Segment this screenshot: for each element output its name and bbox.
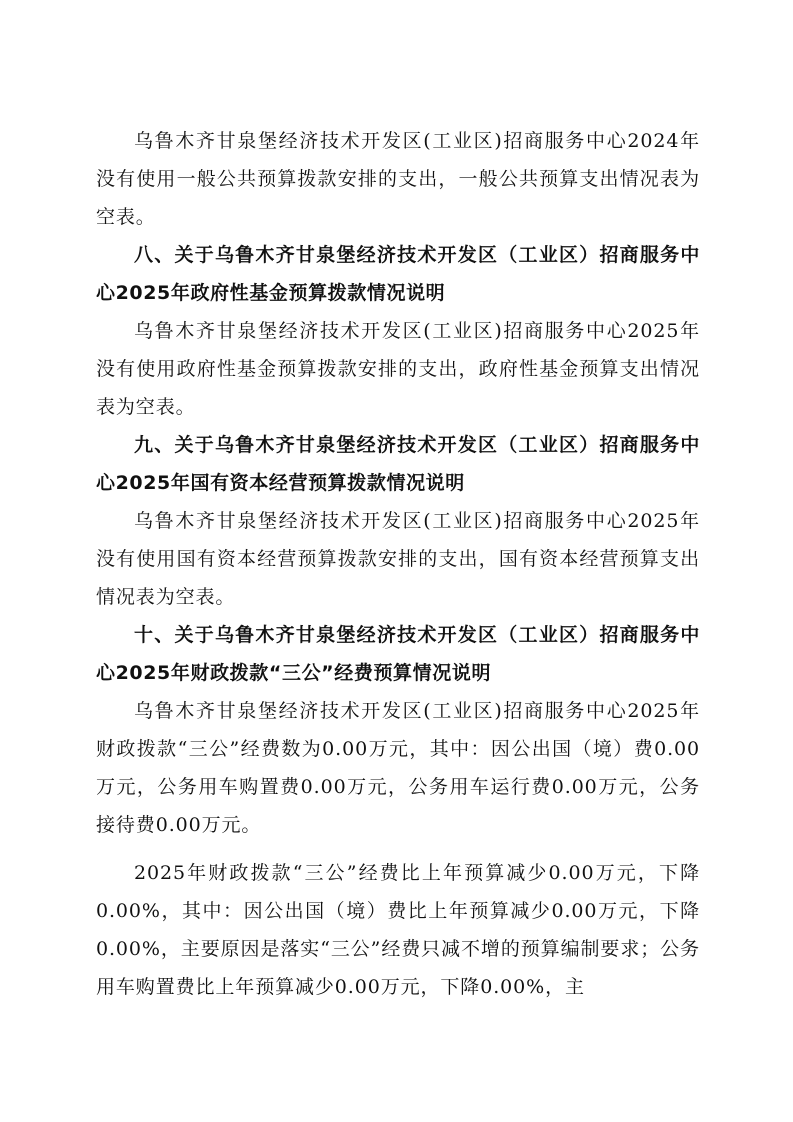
document-page	[96, 122, 700, 1006]
heading-section-9: 九、关于乌鲁木齐甘泉堡经济技术开发区（工业区）招商服务中心2025年国有资本经营预算拨款情况说明	[96, 434, 700, 494]
paragraph-three-public-comparison: 2025年财政拨款“三公”经费比上年预算减少0.00万元，下降0.00%，其中：因公出国（境）费比上年预算减少0.00万元，下降0.00%，主要原因是落实“三公”经费只减不增的预算编制要求；公务用车购置费比上年预算减少0.00万元，下降0.00%，主	[96, 862, 700, 998]
heading-section-8: 八、关于乌鲁木齐甘泉堡经济技术开发区（工业区）招商服务中心2025年政府性基金预算拨款情况说明	[96, 244, 700, 304]
paragraph-three-public-expenses: 乌鲁木齐甘泉堡经济技术开发区(工业区)招商服务中心2025年财政拨款“三公”经费数为0.00万元，其中：因公出国（境）费0.00万元，公务用车购置费0.00万元，公务用车运行费0.00万元，公务接待费0.00万元。	[96, 700, 700, 836]
paragraph-state-capital: 乌鲁木齐甘泉堡经济技术开发区(工业区)招商服务中心2025年没有使用国有资本经营预算拨款安排的支出，国有资本经营预算支出情况表为空表。	[96, 510, 700, 608]
heading-section-10: 十、关于乌鲁木齐甘泉堡经济技术开发区（工业区）招商服务中心2025年财政拨款“三公”经费预算情况说明	[96, 624, 700, 684]
paragraph-general-budget-2024: 乌鲁木齐甘泉堡经济技术开发区(工业区)招商服务中心2024年没有使用一般公共预算拨款安排的支出，一般公共预算支出情况表为空表。	[96, 130, 700, 228]
paragraph-government-fund: 乌鲁木齐甘泉堡经济技术开发区(工业区)招商服务中心2025年没有使用政府性基金预算拨款安排的支出，政府性基金预算支出情况表为空表。	[96, 320, 700, 418]
